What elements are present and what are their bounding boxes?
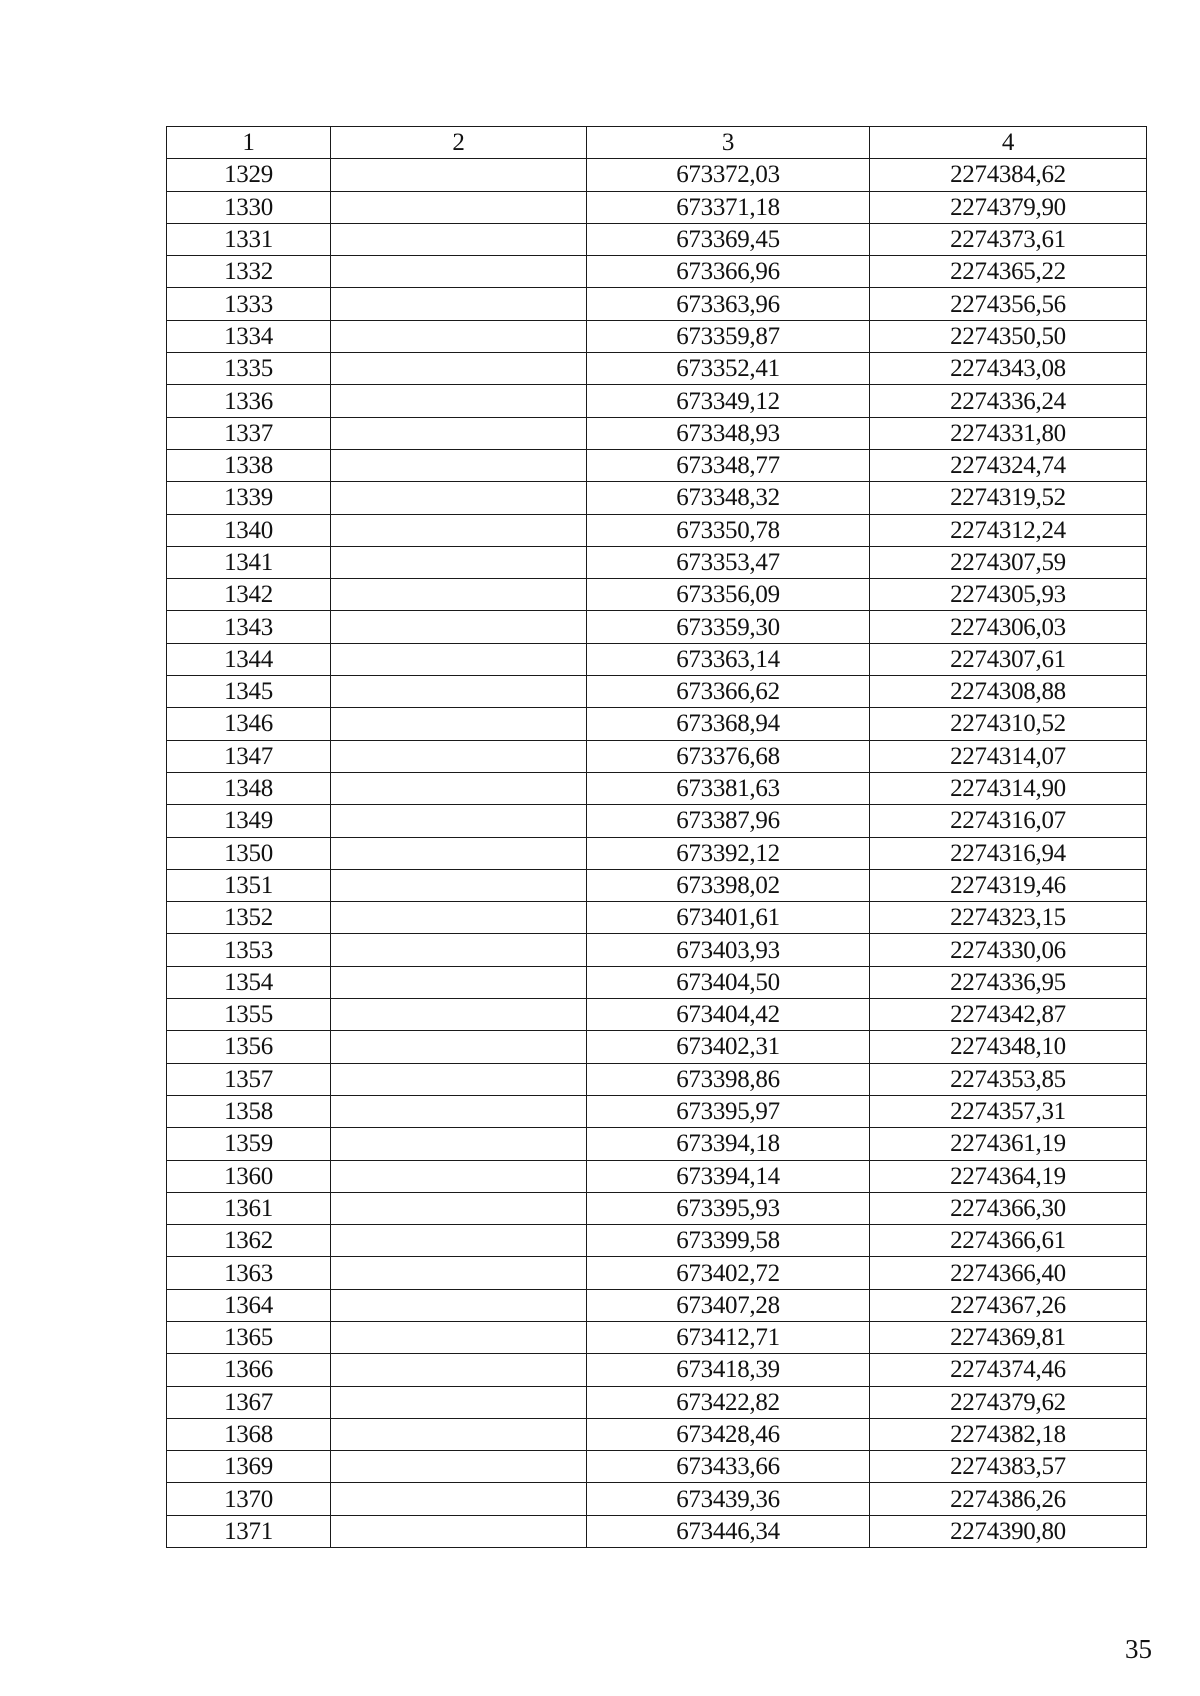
description-cell	[331, 1128, 587, 1160]
description-cell	[331, 1354, 587, 1386]
description-cell	[331, 837, 587, 869]
x-coordinate-cell: 673352,41	[587, 353, 870, 385]
description-cell	[331, 159, 587, 191]
description-cell	[331, 1289, 587, 1321]
y-coordinate-cell: 2274336,95	[870, 966, 1147, 998]
x-coordinate-cell: 673376,68	[587, 740, 870, 772]
point-number-cell: 1359	[167, 1128, 331, 1160]
description-cell	[331, 966, 587, 998]
point-number-cell: 1346	[167, 708, 331, 740]
x-coordinate-cell: 673349,12	[587, 385, 870, 417]
point-number-cell: 1365	[167, 1321, 331, 1353]
description-cell	[331, 1483, 587, 1515]
table-row	[167, 676, 1147, 708]
point-number-cell: 1348	[167, 772, 331, 804]
y-coordinate-cell: 2274365,22	[870, 256, 1147, 288]
y-coordinate-cell: 2274336,24	[870, 385, 1147, 417]
table-row	[167, 449, 1147, 481]
description-cell	[331, 1160, 587, 1192]
table-row	[167, 1483, 1147, 1515]
table-row	[167, 934, 1147, 966]
table-row	[167, 643, 1147, 675]
table-row	[167, 1128, 1147, 1160]
x-coordinate-cell: 673356,09	[587, 579, 870, 611]
table-row	[167, 805, 1147, 837]
y-coordinate-cell: 2274373,61	[870, 223, 1147, 255]
table-row	[167, 772, 1147, 804]
coordinates-table	[166, 126, 1147, 1548]
y-coordinate-cell: 2274366,40	[870, 1257, 1147, 1289]
point-number-cell: 1330	[167, 191, 331, 223]
y-coordinate-cell: 2274384,62	[870, 159, 1147, 191]
description-cell	[331, 999, 587, 1031]
x-coordinate-cell: 673407,28	[587, 1289, 870, 1321]
description-cell	[331, 1095, 587, 1127]
x-coordinate-cell: 673359,30	[587, 611, 870, 643]
table-row	[167, 1031, 1147, 1063]
table-row	[167, 740, 1147, 772]
y-coordinate-cell: 2274324,74	[870, 449, 1147, 481]
x-coordinate-cell: 673350,78	[587, 514, 870, 546]
y-coordinate-cell: 2274307,59	[870, 546, 1147, 578]
y-coordinate-cell: 2274331,80	[870, 417, 1147, 449]
point-number-cell: 1362	[167, 1225, 331, 1257]
y-coordinate-cell: 2274356,56	[870, 288, 1147, 320]
x-coordinate-cell: 673428,46	[587, 1418, 870, 1450]
y-coordinate-cell: 2274367,26	[870, 1289, 1147, 1321]
point-number-cell: 1357	[167, 1063, 331, 1095]
table-row	[167, 1289, 1147, 1321]
x-coordinate-cell: 673418,39	[587, 1354, 870, 1386]
y-coordinate-cell: 2274305,93	[870, 579, 1147, 611]
description-cell	[331, 805, 587, 837]
description-cell	[331, 740, 587, 772]
y-coordinate-cell: 2274308,88	[870, 676, 1147, 708]
x-coordinate-cell: 673359,87	[587, 320, 870, 352]
x-coordinate-cell: 673439,36	[587, 1483, 870, 1515]
y-coordinate-cell: 2274310,52	[870, 708, 1147, 740]
x-coordinate-cell: 673394,14	[587, 1160, 870, 1192]
description-cell	[331, 449, 587, 481]
table-row	[167, 708, 1147, 740]
point-number-cell: 1344	[167, 643, 331, 675]
y-coordinate-cell: 2274316,94	[870, 837, 1147, 869]
table-row	[167, 417, 1147, 449]
y-coordinate-cell: 2274343,08	[870, 353, 1147, 385]
description-cell	[331, 1031, 587, 1063]
x-coordinate-cell: 673369,45	[587, 223, 870, 255]
y-coordinate-cell: 2274386,26	[870, 1483, 1147, 1515]
y-coordinate-cell: 2274361,19	[870, 1128, 1147, 1160]
table-body	[167, 159, 1147, 1548]
point-number-cell: 1338	[167, 449, 331, 481]
x-coordinate-cell: 673348,93	[587, 417, 870, 449]
point-number-cell: 1361	[167, 1192, 331, 1224]
x-coordinate-cell: 673395,93	[587, 1192, 870, 1224]
description-cell	[331, 1386, 587, 1418]
point-number-cell: 1369	[167, 1451, 331, 1483]
y-coordinate-cell: 2274314,90	[870, 772, 1147, 804]
point-number-cell: 1349	[167, 805, 331, 837]
y-coordinate-cell: 2274314,07	[870, 740, 1147, 772]
table-row	[167, 1418, 1147, 1450]
table-row	[167, 1063, 1147, 1095]
table-row	[167, 385, 1147, 417]
y-coordinate-cell: 2274379,62	[870, 1386, 1147, 1418]
table-row	[167, 1257, 1147, 1289]
table-row	[167, 902, 1147, 934]
y-coordinate-cell: 2274330,06	[870, 934, 1147, 966]
y-coordinate-cell: 2274319,52	[870, 482, 1147, 514]
description-cell	[331, 320, 587, 352]
table-row	[167, 837, 1147, 869]
y-coordinate-cell: 2274357,31	[870, 1095, 1147, 1127]
description-cell	[331, 676, 587, 708]
table-row	[167, 223, 1147, 255]
description-cell	[331, 1451, 587, 1483]
description-cell	[331, 223, 587, 255]
point-number-cell: 1334	[167, 320, 331, 352]
description-cell	[331, 546, 587, 578]
y-coordinate-cell: 2274306,03	[870, 611, 1147, 643]
y-coordinate-cell: 2274379,90	[870, 191, 1147, 223]
x-coordinate-cell: 673398,02	[587, 869, 870, 901]
x-coordinate-cell: 673363,96	[587, 288, 870, 320]
table-row	[167, 869, 1147, 901]
x-coordinate-cell: 673381,63	[587, 772, 870, 804]
description-cell	[331, 643, 587, 675]
point-number-cell: 1363	[167, 1257, 331, 1289]
column-header-3: 3	[587, 127, 870, 159]
y-coordinate-cell: 2274307,61	[870, 643, 1147, 675]
point-number-cell: 1353	[167, 934, 331, 966]
point-number-cell: 1329	[167, 159, 331, 191]
description-cell	[331, 1063, 587, 1095]
point-number-cell: 1350	[167, 837, 331, 869]
x-coordinate-cell: 673394,18	[587, 1128, 870, 1160]
table-row	[167, 999, 1147, 1031]
point-number-cell: 1342	[167, 579, 331, 611]
y-coordinate-cell: 2274369,81	[870, 1321, 1147, 1353]
description-cell	[331, 514, 587, 546]
point-number-cell: 1340	[167, 514, 331, 546]
y-coordinate-cell: 2274382,18	[870, 1418, 1147, 1450]
description-cell	[331, 353, 587, 385]
x-coordinate-cell: 673404,42	[587, 999, 870, 1031]
description-cell	[331, 902, 587, 934]
table-row	[167, 546, 1147, 578]
table-row	[167, 514, 1147, 546]
point-number-cell: 1343	[167, 611, 331, 643]
x-coordinate-cell: 673433,66	[587, 1451, 870, 1483]
x-coordinate-cell: 673348,32	[587, 482, 870, 514]
table-row	[167, 191, 1147, 223]
description-cell	[331, 191, 587, 223]
point-number-cell: 1360	[167, 1160, 331, 1192]
table-row	[167, 1160, 1147, 1192]
x-coordinate-cell: 673446,34	[587, 1515, 870, 1547]
table-row	[167, 1515, 1147, 1547]
table-header	[167, 127, 1147, 159]
description-cell	[331, 1515, 587, 1547]
y-coordinate-cell: 2274319,46	[870, 869, 1147, 901]
x-coordinate-cell: 673348,77	[587, 449, 870, 481]
point-number-cell: 1355	[167, 999, 331, 1031]
table-row	[167, 320, 1147, 352]
point-number-cell: 1354	[167, 966, 331, 998]
x-coordinate-cell: 673398,86	[587, 1063, 870, 1095]
x-coordinate-cell: 673366,62	[587, 676, 870, 708]
x-coordinate-cell: 673401,61	[587, 902, 870, 934]
point-number-cell: 1366	[167, 1354, 331, 1386]
table-row	[167, 1095, 1147, 1127]
point-number-cell: 1341	[167, 546, 331, 578]
point-number-cell: 1368	[167, 1418, 331, 1450]
y-coordinate-cell: 2274312,24	[870, 514, 1147, 546]
description-cell	[331, 1225, 587, 1257]
y-coordinate-cell: 2274374,46	[870, 1354, 1147, 1386]
x-coordinate-cell: 673402,72	[587, 1257, 870, 1289]
x-coordinate-cell: 673404,50	[587, 966, 870, 998]
x-coordinate-cell: 673399,58	[587, 1225, 870, 1257]
x-coordinate-cell: 673412,71	[587, 1321, 870, 1353]
point-number-cell: 1337	[167, 417, 331, 449]
y-coordinate-cell: 2274348,10	[870, 1031, 1147, 1063]
header-row	[167, 127, 1147, 159]
point-number-cell: 1331	[167, 223, 331, 255]
description-cell	[331, 869, 587, 901]
y-coordinate-cell: 2274364,19	[870, 1160, 1147, 1192]
x-coordinate-cell: 673395,97	[587, 1095, 870, 1127]
point-number-cell: 1358	[167, 1095, 331, 1127]
description-cell	[331, 579, 587, 611]
table-row	[167, 611, 1147, 643]
point-number-cell: 1333	[167, 288, 331, 320]
y-coordinate-cell: 2274323,15	[870, 902, 1147, 934]
table-row	[167, 1386, 1147, 1418]
table-row	[167, 1225, 1147, 1257]
y-coordinate-cell: 2274390,80	[870, 1515, 1147, 1547]
description-cell	[331, 256, 587, 288]
description-cell	[331, 1192, 587, 1224]
x-coordinate-cell: 673353,47	[587, 546, 870, 578]
y-coordinate-cell: 2274350,50	[870, 320, 1147, 352]
page-number: 35	[1125, 1634, 1152, 1664]
table-row	[167, 579, 1147, 611]
point-number-cell: 1335	[167, 353, 331, 385]
x-coordinate-cell: 673371,18	[587, 191, 870, 223]
table-row	[167, 1354, 1147, 1386]
y-coordinate-cell: 2274342,87	[870, 999, 1147, 1031]
point-number-cell: 1339	[167, 482, 331, 514]
x-coordinate-cell: 673366,96	[587, 256, 870, 288]
point-number-cell: 1351	[167, 869, 331, 901]
x-coordinate-cell: 673368,94	[587, 708, 870, 740]
description-cell	[331, 708, 587, 740]
description-cell	[331, 385, 587, 417]
description-cell	[331, 1257, 587, 1289]
description-cell	[331, 288, 587, 320]
table-row	[167, 1192, 1147, 1224]
column-header-1: 1	[167, 127, 331, 159]
x-coordinate-cell: 673403,93	[587, 934, 870, 966]
y-coordinate-cell: 2274366,61	[870, 1225, 1147, 1257]
point-number-cell: 1336	[167, 385, 331, 417]
point-number-cell: 1332	[167, 256, 331, 288]
column-header-2: 2	[331, 127, 587, 159]
table-row	[167, 482, 1147, 514]
x-coordinate-cell: 673387,96	[587, 805, 870, 837]
table-row	[167, 159, 1147, 191]
table-row	[167, 256, 1147, 288]
description-cell	[331, 772, 587, 804]
table-row	[167, 966, 1147, 998]
table-row	[167, 1451, 1147, 1483]
x-coordinate-cell: 673422,82	[587, 1386, 870, 1418]
point-number-cell: 1345	[167, 676, 331, 708]
y-coordinate-cell: 2274316,07	[870, 805, 1147, 837]
column-header-4: 4	[870, 127, 1147, 159]
point-number-cell: 1364	[167, 1289, 331, 1321]
y-coordinate-cell: 2274383,57	[870, 1451, 1147, 1483]
x-coordinate-cell: 673402,31	[587, 1031, 870, 1063]
description-cell	[331, 611, 587, 643]
point-number-cell: 1370	[167, 1483, 331, 1515]
table-row	[167, 353, 1147, 385]
x-coordinate-cell: 673363,14	[587, 643, 870, 675]
point-number-cell: 1371	[167, 1515, 331, 1547]
x-coordinate-cell: 673372,03	[587, 159, 870, 191]
x-coordinate-cell: 673392,12	[587, 837, 870, 869]
point-number-cell: 1352	[167, 902, 331, 934]
table-row	[167, 1321, 1147, 1353]
table-row	[167, 288, 1147, 320]
description-cell	[331, 417, 587, 449]
y-coordinate-cell: 2274353,85	[870, 1063, 1147, 1095]
point-number-cell: 1367	[167, 1386, 331, 1418]
description-cell	[331, 1418, 587, 1450]
point-number-cell: 1347	[167, 740, 331, 772]
point-number-cell: 1356	[167, 1031, 331, 1063]
y-coordinate-cell: 2274366,30	[870, 1192, 1147, 1224]
description-cell	[331, 934, 587, 966]
description-cell	[331, 482, 587, 514]
description-cell	[331, 1321, 587, 1353]
